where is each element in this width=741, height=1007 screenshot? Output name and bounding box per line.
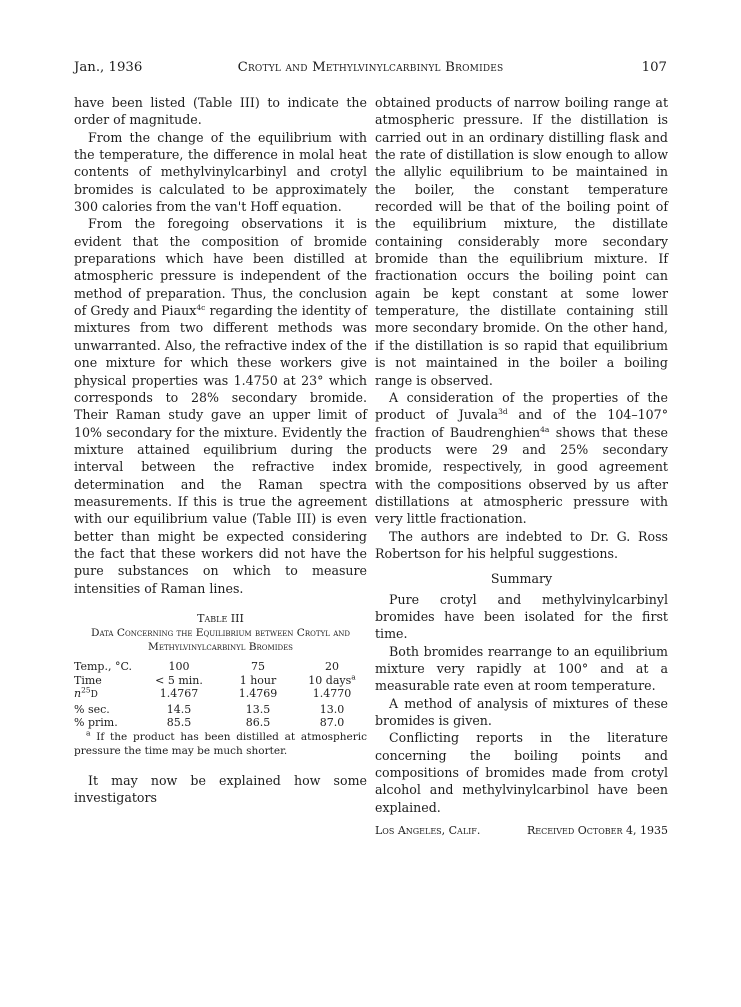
- paragraph: have been listed (Table III) to indicate the order of magnitude.: [74, 95, 367, 128]
- summary-item: Both bromides rearrange to an equilibrium mixture very rapidly at 100° and at a measurable rate even at room temperature.: [375, 643, 668, 694]
- paragraph: From the foregoing observations it is evident that the composition of bromide preparations which have been distilled at atmospheric pressure is independent of the method of preparation. Thus, the conclusion of Gredy and Piaux$^{4c}$ regarding the identity of mixtures from two different methods was unwarranted. Also, the refractive index of the one mixture for which these workers give physical properties was 1.4750 at 23° which corresponds to 28% secondary bromide. Their Raman study gave an upper limit of 10% secondary for the mixture. Evidently the mixture attained equilibrium during the interval between the refractive index determination and the Raman spectra measurements. If this is true the agreement with our equilibrium value (Table III) is even better than might be expected considering the fact that these workers did not have the pure substances on which to measure intensities of Raman lines.: [74, 216, 368, 596]
- table-row: [74, 671, 367, 688]
- table-cell: 75: [251, 659, 265, 673]
- paragraph: obtained products of narrow boiling range at atmospheric pressure. If the distillation is carried out in an ordinary distilling flask and the rate of distillation is slow enough to allow the allylic equilibrium to be maintained in the boiler, the constant temperature recorded will be that of the boiling point of the equilibrium mixture, the distillate containing considerably more secondary bromide than the equilibrium mixture. If fractionation occurs the boiling point can again be kept constant at some lower temperature, the distillate containing still more secondary bromide. On the other hand, if the distillation is so rapid that equilibrium is not maintained in the boiler a boiling range is observed.: [375, 95, 668, 388]
- row-label: Temp., °C.: [74, 659, 132, 673]
- table-row: [74, 687, 367, 703]
- table-caption: Data Concerning the Equilibrium between Crotyl and Methylvinylcarbinyl Bromides: [90, 626, 350, 653]
- table-footnote: $^a$ If the product has been distilled at atmospheric pressure the time may be much shorter.: [74, 728, 367, 757]
- left-column: [74, 94, 367, 807]
- paragraph: A consideration of the properties of the product of Juvala$^{3d}$ and of the 104–107° fraction of Baudrenghien$^{4a}$ shows that these products were 29 and 25% secondary bromide, respectively, in good agreement with the compositions observed by us after distillations at atmospheric pressure with very little fractionation.: [375, 389, 668, 527]
- summary-item: A method of analysis of mixtures of these bromides is given.: [375, 695, 668, 729]
- reference-mark: 3d: [498, 407, 508, 416]
- running-title: Crotyl and Methylvinylcarbinyl Bromides: [237, 60, 504, 75]
- table-cell: 1.4767: [159, 687, 199, 701]
- table-cell: 1.4770: [312, 687, 352, 701]
- summary-heading: Summary: [490, 571, 553, 587]
- paragraph: From the change of the equilibrium with the temperature, the difference in molal heat contents of methylvinylcarbinyl and crotyl bromides is calculated to be approximately 300 calories from the van't Hoff equation.: [74, 129, 367, 215]
- issue-date: Jan., 1936: [74, 60, 143, 75]
- summary-item: Pure crotyl and methylvinylcarbinyl bromides have been isolated for the first time.: [375, 591, 668, 642]
- reference-mark: 4c: [196, 302, 206, 312]
- table-row: [74, 703, 367, 717]
- row-label: % prim.: [74, 716, 118, 730]
- table-cell: 20: [325, 659, 339, 673]
- table-cell: 85.5: [166, 716, 192, 730]
- table-cell: 1.4769: [238, 687, 278, 701]
- table-cell: 13.5: [245, 702, 271, 716]
- table-cell: 13.0: [319, 702, 345, 716]
- reference-mark: 4a: [540, 424, 550, 434]
- right-column: [375, 94, 668, 839]
- table-label: Table III: [197, 611, 244, 625]
- table-cell: < 5 min.: [155, 673, 203, 687]
- page-number: 107: [641, 60, 667, 75]
- signature-line: [375, 822, 668, 839]
- paragraph: It may now be explained how some investigators: [74, 772, 367, 806]
- row-label: % sec.: [74, 702, 110, 716]
- table-cell: 100: [168, 659, 190, 673]
- footnote-mark: a: [351, 671, 356, 681]
- table-body: [74, 660, 367, 730]
- author-location: Los Angeles, Calif.: [375, 824, 481, 838]
- table-cell: 1 hour: [239, 673, 277, 687]
- table-cell: 14.5: [166, 702, 192, 716]
- acknowledgment: The authors are indebted to Dr. G. Ross Robertson for his helpful suggestions.: [375, 528, 668, 561]
- table-cell: 10 days$^a$: [308, 671, 356, 687]
- row-label: Time: [74, 673, 102, 687]
- row-label: $n^{25}D$: [74, 685, 98, 701]
- table-iii: [74, 611, 367, 758]
- table-cell: 87.0: [319, 716, 345, 730]
- summary-item: Conflicting reports in the literature concerning the boiling points and compositions of bromides made from crotyl alcohol and methylvinylcarbinol have been explained.: [375, 730, 668, 815]
- table-cell: 86.5: [245, 716, 271, 730]
- table-row: [74, 660, 367, 674]
- running-header: [74, 60, 667, 76]
- table-row: [74, 716, 367, 730]
- received-date: Received October 4, 1935: [526, 824, 668, 838]
